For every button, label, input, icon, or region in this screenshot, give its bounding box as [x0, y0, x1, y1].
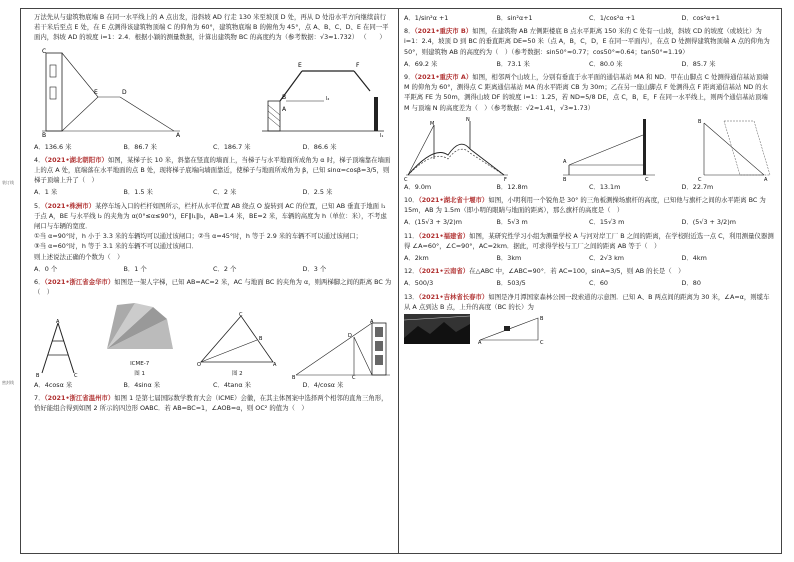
option-a[interactable]: A．9.0m [404, 182, 432, 191]
svg-text:A: A [56, 319, 60, 326]
svg-text:C: C [351, 375, 356, 380]
option-b[interactable]: B．5√3 m [496, 218, 528, 227]
svg-text:N: N [466, 116, 470, 123]
question-11-source: （2021•福建省） [418, 231, 470, 240]
svg-text:F: F [504, 176, 507, 181]
label-a: A [176, 131, 181, 139]
option-d[interactable]: D．(5√3 + 3/2)m [681, 218, 736, 227]
option-b[interactable]: B．1.5 米 [123, 188, 153, 197]
question-8 [404, 26, 774, 57]
svg-text:B: B [698, 118, 702, 125]
option-c[interactable]: C．13.1m [589, 182, 621, 191]
question-5-item-3: ③当 α=60°时，h 等于 3.1 米的车辆不可以通过该闸口． [34, 242, 198, 251]
question-7 [34, 393, 392, 413]
svg-text:A: A [764, 176, 768, 181]
figure-row-q6 [34, 299, 392, 379]
question-6-text: 如图是一架人字梯，已知 AB=AC=2 米，AC 与地面 BC 的夹角为 α，则两梯脚之间的距离 BC 为（ ） [34, 278, 392, 297]
option-c[interactable]: C．1/cos²α +1 [589, 14, 636, 22]
option-b[interactable]: B．12.8m [496, 182, 528, 191]
option-d[interactable]: D．86.6 米 [302, 142, 337, 151]
figure-ladder [34, 317, 82, 379]
option-b[interactable]: B．1 个 [123, 264, 147, 273]
svg-text:C: C [698, 176, 702, 181]
figure-building-2 [292, 317, 392, 379]
figure-row-q9 [404, 115, 774, 181]
barrier-arm [354, 71, 370, 91]
option-a[interactable]: A．136.6 米 [34, 142, 72, 151]
option-d[interactable]: D．4km [681, 254, 707, 263]
question-12-text: 在△ABC 中，∠ABC=90°．若 AC=100，sinA=3/5，则 AB 的长是（ ） [469, 267, 685, 276]
label-e: E [94, 88, 98, 96]
question-4 [34, 155, 392, 186]
option-a[interactable]: A．0 个 [34, 264, 58, 273]
svg-text:D: D [347, 333, 352, 340]
figure-cablecar-diagram [478, 314, 548, 344]
quad-oabc [197, 310, 277, 366]
question-5-text: 某停车场入口的栏杆如图所示，栏杆从水平位置 AB 绕点 O 旋转到 AC 的位置，已知 AB 垂直于地面 l₁ 于点 A，BE 与水平线 l₂ 的夹角为 α(0°≤α≤90°)，EF∥l₁∥l₂，AB=1.4 米，BE=2 米，车辆的高度为 h（单位：米），不考虑闸口与车辆的宽度． [34, 201, 387, 231]
option-a[interactable]: A．2km [404, 254, 429, 263]
question-11-text: 如图，某研究性学习小组为测量学校 A 与河对岸工厂 B 之间的距离，在学校附近选一点 C，利用测量仪器测得 ∠A=60°，∠C=90°，AC=2km．据此，可求得学校与工厂之间的距离 AB 等于（ ） [404, 231, 774, 250]
option-c[interactable]: C．15√3 m [589, 218, 625, 227]
option-b[interactable]: B．86.7 米 [123, 142, 157, 151]
question-10-number: 10． [404, 196, 419, 205]
sight-line [62, 53, 98, 97]
figure-river [694, 115, 774, 181]
question-3-blank: （ ） [360, 33, 386, 42]
label-d: D [122, 88, 127, 96]
svg-text:C: C [404, 176, 408, 181]
post-shape [374, 97, 378, 131]
option-b[interactable]: B．503/5 [496, 279, 526, 288]
sight-line [62, 97, 98, 131]
svg-text:C: C [239, 311, 243, 318]
figure-row-q13 [404, 314, 774, 344]
question-13 [404, 292, 774, 312]
question-5-ask: 则上述说法正确的个数为（ ） [34, 252, 124, 261]
icme-logo [97, 299, 183, 355]
option-d[interactable]: D．80 [681, 279, 701, 288]
question-11 [404, 231, 774, 251]
question-4-source: （2021•湖北朝阳市） [44, 155, 108, 164]
figure-1-caption: 图 1 [134, 370, 146, 377]
question-12-options [404, 278, 774, 288]
figure-building-slope [34, 45, 392, 141]
option-a[interactable]: A．4cosα 米 [34, 381, 73, 390]
question-4-text: 如图，某梯子长 10 米，斜靠在竖直的墙面上，当梯子与水平地面所成角为 α 时，梯子顶端靠在墙面上的点 A 处，底端落在水平地面的点 B 处，现将梯子底端向墙面靠近，使梯子与地面所成角为 β，已知 sinα=cosβ=3/5，则梯子顶端上升了（ ） [34, 155, 391, 185]
option-c[interactable]: C．2 个 [213, 264, 237, 273]
option-d[interactable]: D．2.5 米 [302, 188, 333, 197]
icme-label: ICME-7 [130, 360, 150, 367]
svg-text:A: A [273, 361, 277, 366]
question-5-options [34, 264, 392, 274]
question-9-number: 9． [404, 73, 415, 82]
question-11-number: 11． [404, 231, 419, 240]
question-5-source: （2021•株洲市） [44, 201, 96, 210]
svg-text:B: B [291, 375, 296, 380]
figure-mountains [404, 115, 524, 181]
question-8-number: 8． [404, 27, 415, 36]
question-5-items: ①当 α=90°时，h 小于 3.3 米的车辆均可以通过该闸口；②当 α=45°时，h 等于 2.9 米的车辆不可以通过该闸口； [34, 232, 362, 241]
option-d[interactable]: D．cos²α+1 [681, 14, 720, 22]
option-a[interactable]: A．(15√3 + 3/2)m [404, 218, 462, 227]
option-d[interactable]: D．85.7 米 [681, 59, 716, 68]
question-12-number: 12． [404, 267, 419, 276]
option-b[interactable]: B．73.1 米 [496, 59, 530, 68]
seal-mark: 密封线 [2, 380, 14, 385]
question-8-source: （2021•重庆市 B） [414, 27, 473, 36]
question-3-options [34, 142, 392, 152]
svg-text:B: B [540, 316, 544, 323]
question-6 [34, 277, 392, 297]
question-11-options [404, 253, 774, 263]
label-l2: l₂ [326, 95, 330, 102]
option-c[interactable]: C．60 [589, 279, 608, 288]
question-9-text: 如图，相邻两个山坡上，分别有垂直于水平面的通信基站 MA 和 ND．甲在山脚点 C 处测得通信基站顶端 M 的仰角为 60°，测得点 C 距离通信基站 MA 的水平距离 CB 为 30m；乙在另一座山脚点 F 处测得点 F 距离通信基站 ND 的水平距离 FE 为 50m，测得山坡 DF 的坡度 i=1：1.25，若 ND=5/8 DE，点 C，B，E，F 在同一水平线上，则两个通信基站顶端 M 与顶端 N 的高度差为（ ）（参考数据：√2≈1.41，√3≈1.73） [404, 73, 769, 112]
question-9 [404, 72, 774, 113]
question-10-source: （2021•湖北省十堰市） [418, 196, 489, 205]
option-a[interactable]: A．1/sin²α +1 [404, 14, 449, 22]
label-e2: E [298, 61, 302, 69]
question-7-text: 如图 1 是第七届国际数学教育大会（ICME）会徽，在其主体图案中选择两个相邻的直角三角形，恰好能组合得到如图 2 所示的四边形 OABC．若 AB=BC=1，∠AOB=α，则 OC² 的值为（ ） [34, 394, 388, 413]
question-7-source: （2021•浙江省温州市） [44, 394, 115, 403]
window-shape [50, 65, 56, 77]
option-a[interactable]: A．500/3 [404, 279, 434, 288]
svg-text:A: A [563, 158, 567, 165]
svg-text:A: A [369, 319, 374, 326]
slope-line [120, 97, 174, 131]
figure-flagpole [559, 115, 659, 181]
label-c: C [42, 47, 47, 55]
question-6-source: （2021•浙江省金华市） [44, 278, 115, 287]
svg-text:B: B [259, 335, 263, 342]
question-6-options [34, 380, 392, 390]
right-column [404, 12, 774, 344]
window-shape [50, 87, 56, 99]
question-13-source: （2021•吉林省长春市） [418, 292, 489, 301]
question-9-source: （2021•重庆市 A） [414, 73, 473, 82]
question-3-text: 万法先从与建筑物底端 B 在同一水平线上的 A 点出发，沿斜坡 AD 行走 130 米至坡顶 D 处，再从 D 处沿水平方向继续前行若干米后至点 E 处，在 E 点测得该建筑物顶端 C 的仰角为 60°，建筑物底端 B 的俯角为 45°，点 A、B、C、D、E 在同一平面内，斜坡 AD 的坡度 i=1：2.4．根据小颖的测量数据，计算出建筑物 BC 的高度约为（参考数据：√3≈1.732） [34, 13, 389, 42]
figure-quad [197, 310, 277, 379]
option-d[interactable]: D．22.7m [681, 182, 714, 191]
question-5 [34, 201, 392, 262]
option-c[interactable]: C．186.7 米 [213, 142, 251, 151]
hatch-shape [268, 105, 280, 127]
question-4-number: 4． [34, 155, 45, 164]
svg-text:M: M [430, 120, 435, 127]
label-b2: B [282, 93, 287, 101]
building-shape [46, 53, 62, 131]
question-12-source: （2021•云南省） [418, 267, 470, 276]
label-b: B [42, 131, 47, 139]
question-10 [404, 195, 774, 215]
option-a[interactable]: A．69.2 米 [404, 59, 438, 68]
option-c[interactable]: C．80.0 米 [589, 59, 623, 68]
option-b[interactable]: B．3km [496, 254, 522, 263]
binding-mark: 装订线 [2, 180, 14, 185]
svg-text:C: C [645, 176, 649, 181]
option-d[interactable]: D．3 个 [302, 264, 327, 273]
figure-icme [97, 299, 183, 379]
question-7-options [404, 13, 774, 23]
label-a2: A [282, 105, 287, 113]
question-10-text: 如图，小明利用一个锐角是 30° 的三角板测操场旗杆的高度，已知他与旗杆之间的水平距离 BC 为 15m，AB 为 1.5m（即小明的眼睛与地面的距离），那么旗杆的高度是（ ） [404, 196, 766, 215]
question-9-options [404, 182, 774, 192]
svg-text:C: C [74, 373, 78, 380]
svg-text:B: B [563, 176, 567, 181]
question-4-options [34, 187, 392, 197]
svg-text:A: A [478, 340, 482, 345]
figure-cablecar-photo [404, 314, 470, 344]
svg-text:C: C [540, 340, 544, 345]
svg-text:O: O [197, 361, 202, 366]
column-divider [398, 8, 399, 554]
label-f: F [356, 61, 360, 69]
label-l1: l₁ [380, 132, 384, 139]
question-13-number: 13． [404, 292, 419, 301]
option-a[interactable]: A．1 米 [34, 188, 58, 197]
question-6-number: 6． [34, 278, 45, 287]
question-12 [404, 266, 774, 276]
option-c[interactable]: C．2√3 km [589, 254, 625, 263]
question-5-number: 5． [34, 201, 45, 210]
option-c[interactable]: C．4tanα 米 [213, 381, 252, 390]
option-b[interactable]: B．sin²α+1 [496, 14, 533, 22]
svg-text:B: B [36, 373, 40, 380]
question-10-options [404, 217, 774, 227]
left-column [34, 12, 392, 416]
question-7-number: 7． [34, 394, 45, 403]
question-13-text: 如图是净月潭国家森林公园一段索道的示意图．已知 A、B 两点间的距离为 30 米，∠A=α，则缆车从 A 点到达 B 点，上升的高度（BC 的长）为 [404, 292, 770, 311]
option-b[interactable]: B．4sinα 米 [123, 381, 161, 390]
option-d[interactable]: D．4/cosα 米 [302, 381, 344, 390]
figure-2-caption: 图 2 [231, 370, 243, 377]
question-3 [34, 12, 392, 43]
option-c[interactable]: C．2 米 [213, 188, 237, 197]
question-8-options [404, 59, 774, 69]
question-8-text: 如图，在建筑物 AB 左侧距楼底 B 点水平距离 150 米的 C 处有一山坡，斜坡 CD 的坡度（或坡比）为 i=1：2.4，坡顶 D 到 BC 的垂直距离 DE=50 米（点 A，B，C，D，E 在同一平面内），在点 D 处测得建筑物顶端 A 点的仰角为 50°，则建筑物 AB 的高度约为（ ）（参考数据：sin50°≈0.77；cos50°≈0.64；tan50°≈1.19） [404, 27, 770, 56]
